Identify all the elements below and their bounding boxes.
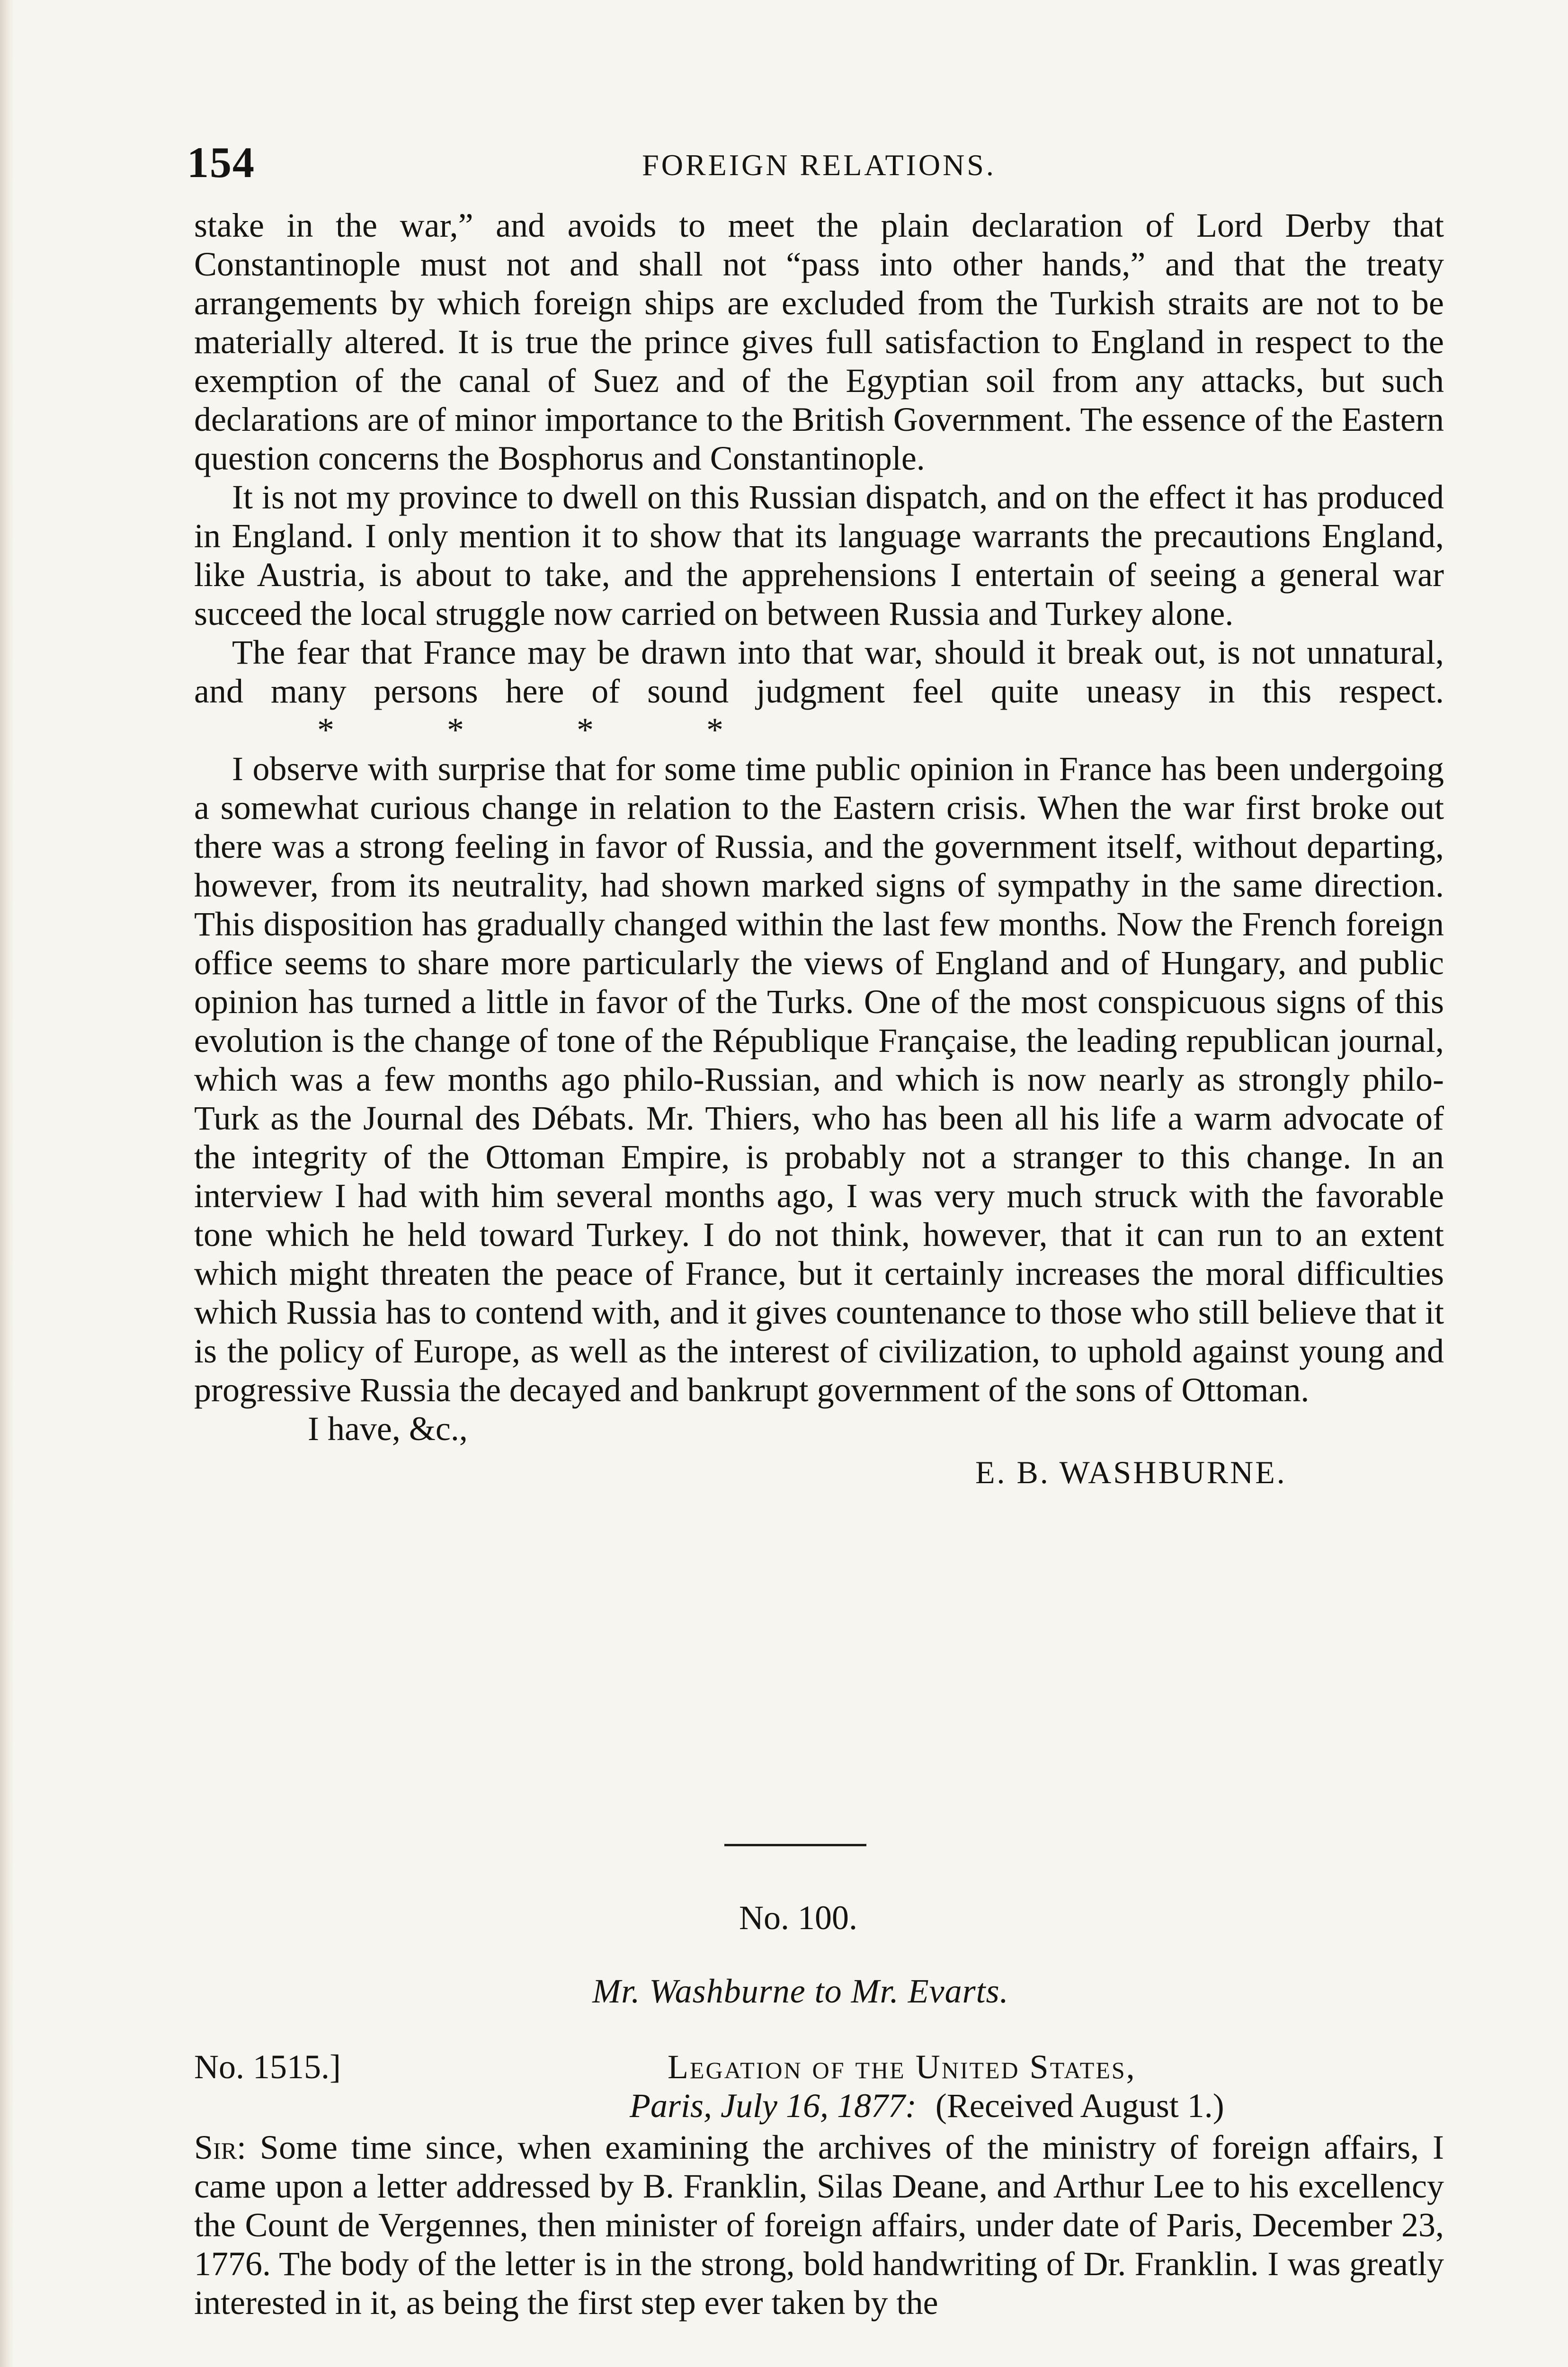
letter-body [194, 2128, 1444, 2322]
dispatch-line [194, 2047, 1444, 2086]
dispatch-number: No. 1515.] [194, 2048, 341, 2086]
dateline-place-date: Paris, July 16, 1877: [630, 2087, 917, 2125]
salutation: Sir: [194, 2128, 247, 2166]
paragraph: It is not my province to dwell on this Russian dispatch, and on the effect it has produced in England. I only mention it to show that its language warrants the precautions England, like Austria, is about to take, and the apprehensions I entertain of seeing a general war succeed the local struggle now carried on between Russia and Turkey alone. [194, 478, 1444, 632]
page-header [187, 137, 1451, 189]
document-number [0, 1898, 1568, 1938]
paragraph [194, 633, 1444, 749]
running-head: FOREIGN RELATIONS. [642, 148, 996, 182]
paragraph-text: The fear that France may be drawn into that war, should it break out, is not unnatural, and many persons here of sound judgment feel quite uneasy in this respect. [194, 633, 1444, 710]
paragraph: I observe with surprise that for some time public opinion in France has been undergoing a somewhat curious change in relation to the Eastern crisis. When the war first broke out there was a strong feeling in favor of Russia, and the government itself, without departing, however, from its neutrality, had shown marked signs of sympathy in the same direction. This disposition has gradually changed within the last few months. Now the French foreign office seems to share more particularly the views of England and of Hungary, and public opinion has turned a little in favor of the Turks. One of the most conspicuous signs of this evolution is the change of tone of the République Française, the leading republican journal, which was a few months ago philo-Russian, and which is now nearly as strongly philo-Turk as the Journal des Débats. Mr. Thiers, who has been all his life a warm advocate of the integrity of the Ottoman Empire, is probably not a stranger to this change. In an interview I had with him several months ago, I was very much struck with the favorable tone which he held toward Turkey. I do not think, however, that it can run to an extent which might threaten the peace of France, but it certainly increases the moral difficulties which Russia has to contend with, and it gives countenance to those who still believe that it is the policy of Europe, as well as the interest of civilization, to uphold against young and progressive Russia the decayed and bankrupt government of the sons of Ottoman. [194, 750, 1444, 1409]
letter-closing: I have, &c., [308, 1410, 468, 1448]
letter-signature: E. B. WASHBURNE. [975, 1454, 1287, 1490]
document-number-text: No. 100. [739, 1899, 857, 1937]
page-binding-edge [0, 0, 14, 2367]
paragraph: stake in the war,” and avoids to meet the plain declaration of Lord Derby that Constantinople must not and shall not “pass into other hands,” and that the treaty arrangements by which foreign ships are excluded from the Turkish straits are not to be materially altered. It is true the prince gives full satisfaction to England in respect to the exemption of the canal of Suez and of the Egyptian soil from any attacks, but such declarations are of minor importance to the British Government. The essence of the Eastern question concerns the Bosphorus and Constantinople. [194, 206, 1444, 477]
dateline [194, 2086, 1444, 2125]
page-number: 154 [187, 138, 255, 187]
section-divider [724, 1844, 866, 1846]
letter-block [194, 2047, 1444, 2322]
document-title-text: Mr. Washburne to Mr. Evarts. [592, 1972, 1009, 2010]
legation-heading: Legation of the United States, [668, 2048, 1136, 2086]
main-text [194, 206, 1444, 1492]
dateline-received: (Received August 1.) [935, 2087, 1224, 2125]
ellipsis-stars: * * * * [317, 711, 723, 749]
letter-body-text: Some time since, when examining the archives of the ministry of foreign affairs, I came upon a letter addressed by B. Franklin, Silas Deane, and Arthur Lee to his excellency the Count de Vergennes, then minister of foreign affairs, under date of Paris, December 23, 1776. The body of the letter is in the strong, bold handwriting of Dr. Franklin. I was greatly interested in it, as being the first step ever taken by the [194, 2128, 1444, 2322]
document-title [0, 1972, 1568, 2011]
